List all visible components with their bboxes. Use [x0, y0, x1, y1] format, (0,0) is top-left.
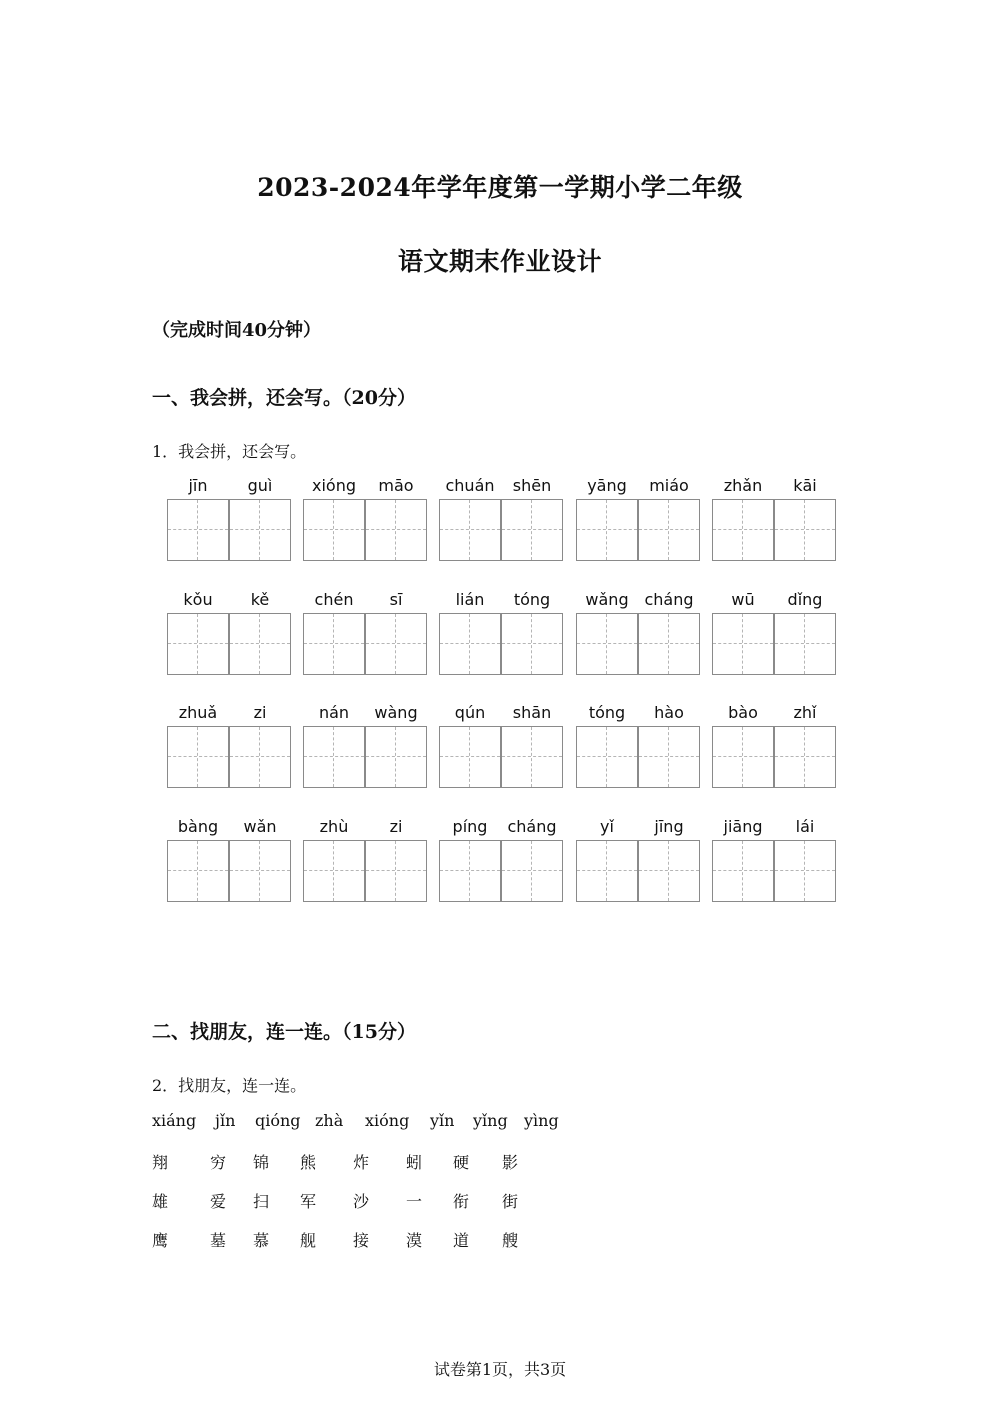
guide-line — [577, 870, 637, 871]
guide-line — [668, 841, 669, 901]
writing-box[interactable] — [501, 726, 563, 788]
guide-line — [577, 529, 637, 530]
pinyin-label: jīn — [188, 476, 208, 495]
guide-line — [304, 529, 364, 530]
pinyin-label: píng — [452, 817, 488, 836]
pinyin-label: zi — [253, 703, 267, 722]
guide-line — [168, 529, 228, 530]
pinyin-label: lái — [795, 817, 815, 836]
pinyin-label: tóng — [588, 703, 626, 722]
section-heading-2: 二、找朋友，连一连。（15分） — [152, 1021, 416, 1043]
page-footer: 试卷第1页，共3页 — [433, 1360, 567, 1379]
writing-box[interactable] — [229, 840, 291, 902]
guide-line — [804, 500, 805, 560]
writing-box[interactable] — [229, 613, 291, 675]
guide-line — [469, 727, 470, 787]
guide-line — [259, 727, 260, 787]
guide-line — [469, 614, 470, 674]
guide-line — [259, 614, 260, 674]
guide-line — [713, 870, 773, 871]
writing-box[interactable] — [774, 840, 836, 902]
guide-line — [168, 756, 228, 757]
pinyin-label: cháng — [507, 817, 557, 836]
guide-line — [742, 614, 743, 674]
pinyin-label: qún — [454, 703, 486, 722]
pinyin-label: zi — [389, 817, 403, 836]
guide-line — [577, 756, 637, 757]
pinyin-label: wǎng — [585, 590, 629, 609]
guide-line — [304, 756, 364, 757]
guide-line — [440, 643, 500, 644]
guide-line — [395, 614, 396, 674]
matching-character[interactable]: 接 — [353, 1231, 370, 1250]
writing-box[interactable] — [638, 613, 700, 675]
guide-line — [469, 500, 470, 560]
writing-box[interactable] — [712, 499, 774, 561]
guide-line — [440, 870, 500, 871]
matching-character[interactable]: 扫 — [253, 1192, 270, 1211]
guide-line — [197, 727, 198, 787]
guide-line — [742, 727, 743, 787]
pinyin-label: guì — [247, 476, 273, 495]
pinyin-label: miáo — [649, 476, 689, 495]
pinyin-label: jiāng — [723, 817, 763, 836]
guide-line — [639, 643, 699, 644]
matching-character[interactable]: 漠 — [406, 1231, 423, 1250]
writing-box[interactable] — [365, 840, 427, 902]
guide-line — [197, 841, 198, 901]
matching-character[interactable]: 蚓 — [406, 1153, 423, 1172]
writing-box[interactable] — [167, 499, 229, 561]
guide-line — [395, 841, 396, 901]
matching-character[interactable]: 墓 — [210, 1231, 227, 1250]
writing-box[interactable] — [167, 840, 229, 902]
writing-box[interactable] — [712, 840, 774, 902]
writing-box[interactable] — [303, 499, 365, 561]
guide-line — [639, 756, 699, 757]
matching-pinyin: jǐn — [215, 1111, 236, 1130]
pinyin-label: wū — [731, 590, 755, 609]
guide-line — [440, 756, 500, 757]
question-1: 1．我会拼，还会写。 — [152, 442, 307, 461]
writing-box[interactable] — [303, 613, 365, 675]
guide-line — [775, 756, 835, 757]
pinyin-label: wǎn — [243, 817, 277, 836]
section-heading-1: 一、我会拼，还会写。（20分） — [152, 387, 416, 409]
matching-pinyin: yǐng — [473, 1111, 508, 1130]
matching-character[interactable]: 军 — [300, 1192, 317, 1211]
guide-line — [531, 841, 532, 901]
guide-line — [804, 727, 805, 787]
guide-line — [197, 500, 198, 560]
guide-line — [333, 614, 334, 674]
guide-line — [668, 614, 669, 674]
guide-line — [742, 500, 743, 560]
matching-pinyin: xiáng — [152, 1111, 197, 1130]
guide-line — [804, 841, 805, 901]
guide-line — [668, 727, 669, 787]
pinyin-label: yǐ — [600, 817, 614, 836]
matching-character[interactable]: 翔 — [152, 1153, 169, 1172]
writing-box[interactable] — [638, 726, 700, 788]
pinyin-label: bào — [728, 703, 758, 722]
matching-character[interactable]: 一 — [406, 1192, 423, 1211]
writing-box[interactable] — [365, 499, 427, 561]
pinyin-label: shēn — [512, 476, 552, 495]
guide-line — [230, 529, 290, 530]
writing-box[interactable] — [303, 840, 365, 902]
pinyin-label: chuán — [445, 476, 495, 495]
pinyin-label: tóng — [513, 590, 551, 609]
matching-character[interactable]: 鹰 — [152, 1231, 169, 1250]
writing-box[interactable] — [576, 726, 638, 788]
guide-line — [742, 841, 743, 901]
guide-line — [775, 870, 835, 871]
writing-box[interactable] — [167, 613, 229, 675]
question-2: 2．找朋友，连一连。 — [152, 1076, 307, 1095]
guide-line — [259, 841, 260, 901]
guide-line — [502, 870, 562, 871]
guide-line — [333, 727, 334, 787]
guide-line — [395, 500, 396, 560]
guide-line — [713, 643, 773, 644]
pinyin-label: zhǐ — [793, 703, 817, 722]
pinyin-label: kāi — [793, 476, 817, 495]
matching-character[interactable]: 舰 — [300, 1231, 317, 1250]
pinyin-label: bàng — [177, 817, 219, 836]
writing-box[interactable] — [774, 613, 836, 675]
writing-box[interactable] — [501, 613, 563, 675]
guide-line — [531, 500, 532, 560]
matching-character[interactable]: 雄 — [152, 1192, 169, 1211]
pinyin-label: zhù — [319, 817, 349, 836]
guide-line — [440, 529, 500, 530]
guide-line — [230, 870, 290, 871]
pinyin-label: jīng — [654, 817, 684, 836]
guide-line — [606, 841, 607, 901]
writing-box[interactable] — [439, 840, 501, 902]
writing-box[interactable] — [712, 613, 774, 675]
guide-line — [333, 841, 334, 901]
pinyin-label: xióng — [312, 476, 356, 495]
matching-character[interactable]: 锦 — [253, 1153, 270, 1172]
pinyin-label: cháng — [644, 590, 694, 609]
pinyin-label: sī — [389, 590, 403, 609]
guide-line — [230, 643, 290, 644]
matching-character[interactable]: 慕 — [253, 1231, 270, 1250]
guide-line — [606, 614, 607, 674]
pinyin-label: zhǎn — [723, 476, 763, 495]
guide-line — [304, 870, 364, 871]
guide-line — [366, 870, 426, 871]
page-title: 2023-2024年学年度第一学期小学二年级 — [257, 173, 743, 202]
guide-line — [259, 500, 260, 560]
matching-character[interactable]: 道 — [453, 1231, 470, 1250]
writing-box[interactable] — [774, 726, 836, 788]
matching-pinyin: zhà — [315, 1111, 344, 1130]
matching-pinyin: qióng — [255, 1111, 301, 1130]
guide-line — [469, 841, 470, 901]
guide-line — [168, 643, 228, 644]
guide-line — [197, 614, 198, 674]
pinyin-label: zhuǎ — [178, 703, 218, 722]
writing-box[interactable] — [229, 726, 291, 788]
guide-line — [502, 756, 562, 757]
writing-box[interactable] — [576, 840, 638, 902]
writing-box[interactable] — [439, 726, 501, 788]
pinyin-label: nán — [318, 703, 350, 722]
guide-line — [531, 727, 532, 787]
guide-line — [230, 756, 290, 757]
matching-pinyin: yǐn — [430, 1111, 455, 1130]
writing-box[interactable] — [167, 726, 229, 788]
pinyin-label: kǒu — [183, 590, 213, 609]
pinyin-label: shān — [512, 703, 552, 722]
guide-line — [366, 529, 426, 530]
guide-line — [639, 870, 699, 871]
guide-line — [804, 614, 805, 674]
guide-line — [304, 643, 364, 644]
guide-line — [606, 500, 607, 560]
guide-line — [775, 529, 835, 530]
matching-character[interactable]: 硬 — [453, 1153, 470, 1172]
writing-box[interactable] — [501, 499, 563, 561]
writing-box[interactable] — [365, 726, 427, 788]
matching-character[interactable]: 影 — [502, 1153, 519, 1172]
writing-box[interactable] — [439, 613, 501, 675]
guide-line — [713, 756, 773, 757]
matching-character[interactable]: 熊 — [300, 1153, 317, 1172]
guide-line — [531, 614, 532, 674]
writing-box[interactable] — [576, 613, 638, 675]
pinyin-label: hào — [654, 703, 684, 722]
guide-line — [713, 529, 773, 530]
guide-line — [366, 756, 426, 757]
pinyin-label: wàng — [374, 703, 418, 722]
writing-box[interactable] — [712, 726, 774, 788]
matching-pinyin: yìng — [524, 1111, 559, 1130]
writing-box[interactable] — [638, 840, 700, 902]
matching-character[interactable]: 艘 — [502, 1231, 519, 1250]
pinyin-label: chén — [314, 590, 354, 609]
writing-box[interactable] — [774, 499, 836, 561]
guide-line — [395, 727, 396, 787]
pinyin-label: lián — [455, 590, 485, 609]
matching-character[interactable]: 街 — [502, 1192, 519, 1211]
guide-line — [168, 870, 228, 871]
guide-line — [639, 529, 699, 530]
matching-character[interactable]: 爱 — [210, 1192, 227, 1211]
matching-pinyin: xióng — [365, 1111, 410, 1130]
writing-box[interactable] — [576, 499, 638, 561]
time-note: （完成时间40分钟） — [152, 320, 322, 341]
writing-box[interactable] — [501, 840, 563, 902]
page-subtitle: 语文期末作业设计 — [397, 247, 602, 276]
writing-box[interactable] — [229, 499, 291, 561]
guide-line — [577, 643, 637, 644]
guide-line — [333, 500, 334, 560]
pinyin-label: yāng — [587, 476, 627, 495]
guide-line — [502, 529, 562, 530]
guide-line — [775, 643, 835, 644]
writing-box[interactable] — [365, 613, 427, 675]
matching-character[interactable]: 炸 — [353, 1153, 370, 1172]
guide-line — [366, 643, 426, 644]
pinyin-label: kě — [250, 590, 270, 609]
matching-character[interactable]: 沙 — [353, 1192, 370, 1211]
guide-line — [502, 643, 562, 644]
pinyin-label: dǐng — [787, 590, 823, 609]
pinyin-label: māo — [378, 476, 414, 495]
writing-box[interactable] — [303, 726, 365, 788]
writing-box[interactable] — [439, 499, 501, 561]
matching-character[interactable]: 穷 — [210, 1153, 227, 1172]
guide-line — [668, 500, 669, 560]
matching-character[interactable]: 衔 — [453, 1192, 470, 1211]
writing-box[interactable] — [638, 499, 700, 561]
guide-line — [606, 727, 607, 787]
